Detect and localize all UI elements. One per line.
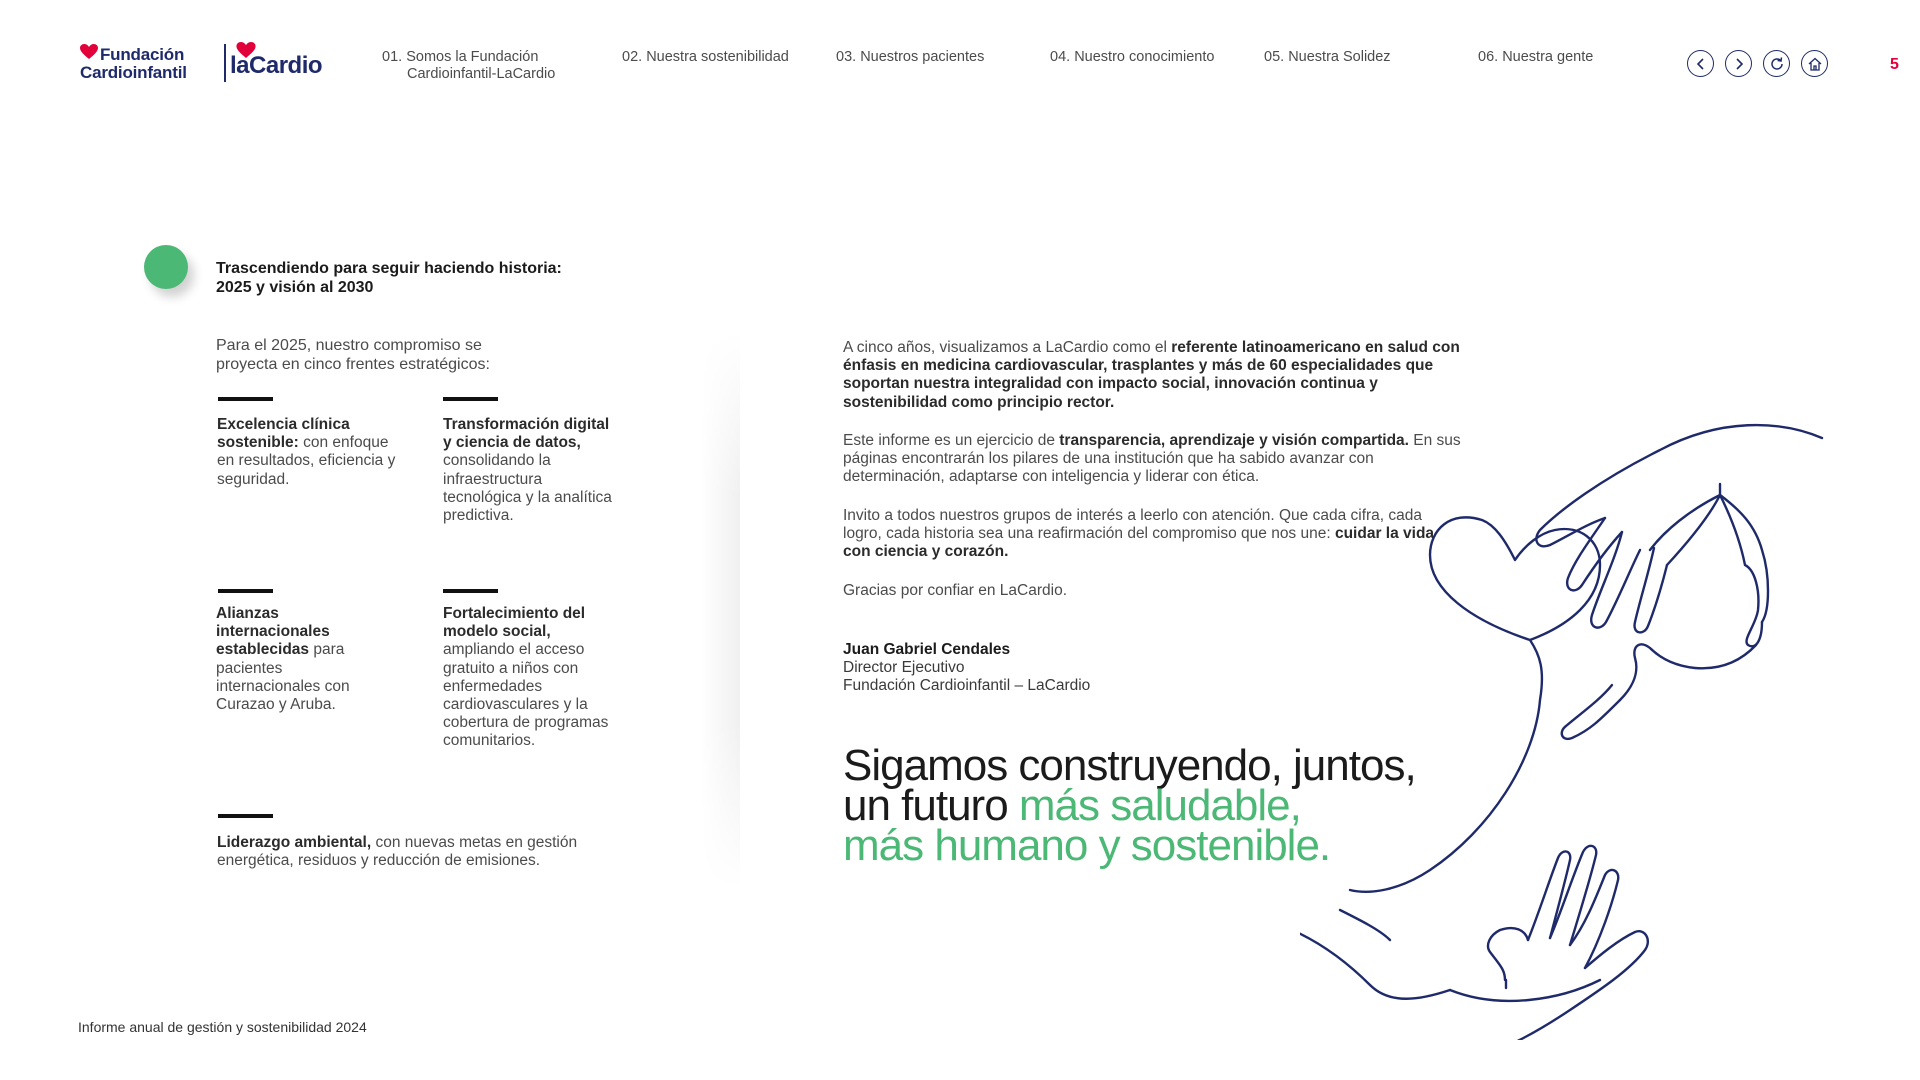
paragraph-text: A cinco años, visualizamos a LaCardio como el xyxy=(843,339,1172,356)
section-title xyxy=(216,259,636,297)
pillar-heading: Alianzas internacionales establecidas xyxy=(216,605,330,659)
nav-item-solidez[interactable] xyxy=(1264,49,1391,66)
nav-label: Nuestros pacientes xyxy=(860,49,985,65)
pillar-liderazgo xyxy=(217,834,637,870)
pillar-bar xyxy=(218,589,273,593)
nav-label: Nuestra Solidez xyxy=(1288,49,1391,65)
logo-lacardio-text: laCardio xyxy=(230,52,323,79)
intro-text xyxy=(216,337,546,374)
logo-separator xyxy=(224,44,226,82)
signature-block xyxy=(843,641,1090,696)
paragraph-emphasis: cuidar la vida con ciencia y corazón. xyxy=(843,525,1435,561)
nav-number: 02. xyxy=(622,49,643,65)
home-icon xyxy=(1807,56,1823,72)
logo-fundacion-line1: Fundación xyxy=(100,45,185,64)
pillar-description: ampliando el acceso gratuito a niños con enfermedades cardiovasculares y la cobertura de programas comunitarios. xyxy=(443,641,609,750)
pillar-heading: Fortalecimiento del modelo social, xyxy=(443,605,586,641)
nav-number: 06. xyxy=(1478,49,1499,65)
section-bullet-dot xyxy=(144,245,188,289)
pillar-description: para pacientes internacionales con Curazao y Aruba. xyxy=(216,641,350,714)
pillar-heading: Excelencia clínica sostenible: xyxy=(217,416,350,452)
paragraph-text: En sus páginas encontrarán los pilares de una institución que ha sabido avanzar con determinación, adaptarse con inteligencia y liderar con ética. xyxy=(843,432,1461,486)
slogan-line2: un futuro xyxy=(843,781,1019,830)
refresh-icon xyxy=(1769,56,1785,72)
nav-item-gente[interactable] xyxy=(1478,49,1593,66)
nav-item-sostenibilidad[interactable] xyxy=(622,49,789,66)
paragraph-emphasis: transparencia, aprendizaje y visión compartida. xyxy=(1059,432,1409,449)
intro-line2: proyecta en cinco frentes estratégicos: xyxy=(216,355,490,373)
paragraph-text: Invito a todos nuestros grupos de interés a leerlo con atención. Que cada cifra, cada logro, cada historia sea una reafirmación del compromiso que nos une: xyxy=(843,507,1423,543)
nav-label: Somos la Fundación xyxy=(406,49,539,65)
hands-heart-illustration xyxy=(1300,400,1860,1040)
pillar-bar xyxy=(218,814,273,818)
footer-report-title: Informe anual de gestión y sostenibilidad 2024 xyxy=(78,1019,367,1035)
nav-item-conocimiento[interactable] xyxy=(1050,49,1214,66)
nav-number: 05. xyxy=(1264,49,1285,65)
pillar-bar xyxy=(443,397,498,401)
pillar-bar xyxy=(218,397,273,401)
pillar-transformacion xyxy=(443,416,613,525)
nav-item-pacientes[interactable] xyxy=(836,49,984,66)
page-number: 5 xyxy=(1890,56,1899,73)
nav-label: Nuestra sostenibilidad xyxy=(646,49,789,65)
pillar-heading: Transformación digital y ciencia de datos, xyxy=(443,416,610,452)
pillar-description: con nuevas metas en gestión energética, residuos y reducción de emisiones. xyxy=(217,834,578,870)
slogan-line3-highlight: más humano y sostenible. xyxy=(843,821,1331,870)
previous-page-button[interactable] xyxy=(1687,50,1714,77)
paragraph-gracias: Gracias por confiar en LaCardio. xyxy=(843,582,1068,599)
nav-label: Nuestra gente xyxy=(1502,49,1594,65)
pillar-description: consolidando la infraestructura tecnológica y la analítica predictiva. xyxy=(443,452,612,525)
pillar-bar xyxy=(443,589,498,593)
refresh-button[interactable] xyxy=(1763,50,1790,77)
pillar-excelencia xyxy=(217,416,407,489)
nav-label: Nuestro conocimiento xyxy=(1074,49,1215,65)
section-title-line2: 2025 y visión al 2030 xyxy=(216,279,374,296)
slogan-line1: Sigamos construyendo, juntos, xyxy=(843,741,1416,790)
nav-item-somos[interactable] xyxy=(382,49,555,83)
pillar-heading: Liderazgo ambiental, xyxy=(217,834,372,851)
logo[interactable] xyxy=(80,40,332,86)
section-title-line1: Trascendiendo para seguir haciendo historia: xyxy=(216,260,562,277)
signature-org: Fundación Cardioinfantil – LaCardio xyxy=(843,677,1091,695)
nav-number: 03. xyxy=(836,49,857,65)
logo-fundacion-line2: Cardioinfantil xyxy=(80,63,187,82)
nav-sublabel: Cardioinfantil-LaCardio xyxy=(407,66,556,82)
paragraph-emphasis: referente latinoamericano en salud con énfasis en medicina cardiovascular, trasplantes y más de 60 especialidades que soportan nuestra integralidad con impacto social, innovación continua y sostenibilidad como principio rector. xyxy=(843,339,1460,411)
slogan-line2-highlight: más saludable, xyxy=(1018,781,1301,830)
pillar-description: con enfoque en resultados, eficiencia y seguridad. xyxy=(217,434,396,488)
chevron-right-icon xyxy=(1733,58,1745,70)
paragraph-text: Este informe es un ejercicio de xyxy=(843,432,1060,449)
heart-logo-icon xyxy=(80,44,98,60)
nav-number: 01. xyxy=(382,49,403,65)
pillar-fortalecimiento xyxy=(443,605,613,751)
nav-number: 04. xyxy=(1050,49,1071,65)
intro-line1: Para el 2025, nuestro compromiso se xyxy=(216,337,482,354)
pillar-alianzas xyxy=(216,605,386,714)
logo-fundacion-text xyxy=(80,45,187,82)
next-page-button[interactable] xyxy=(1725,50,1752,77)
signature-role: Director Ejecutivo xyxy=(843,659,965,677)
signature-name: Juan Gabriel Cendales xyxy=(843,641,1011,658)
home-button[interactable] xyxy=(1801,50,1828,77)
chevron-left-icon xyxy=(1695,58,1707,70)
column-divider-shadow xyxy=(700,330,740,890)
